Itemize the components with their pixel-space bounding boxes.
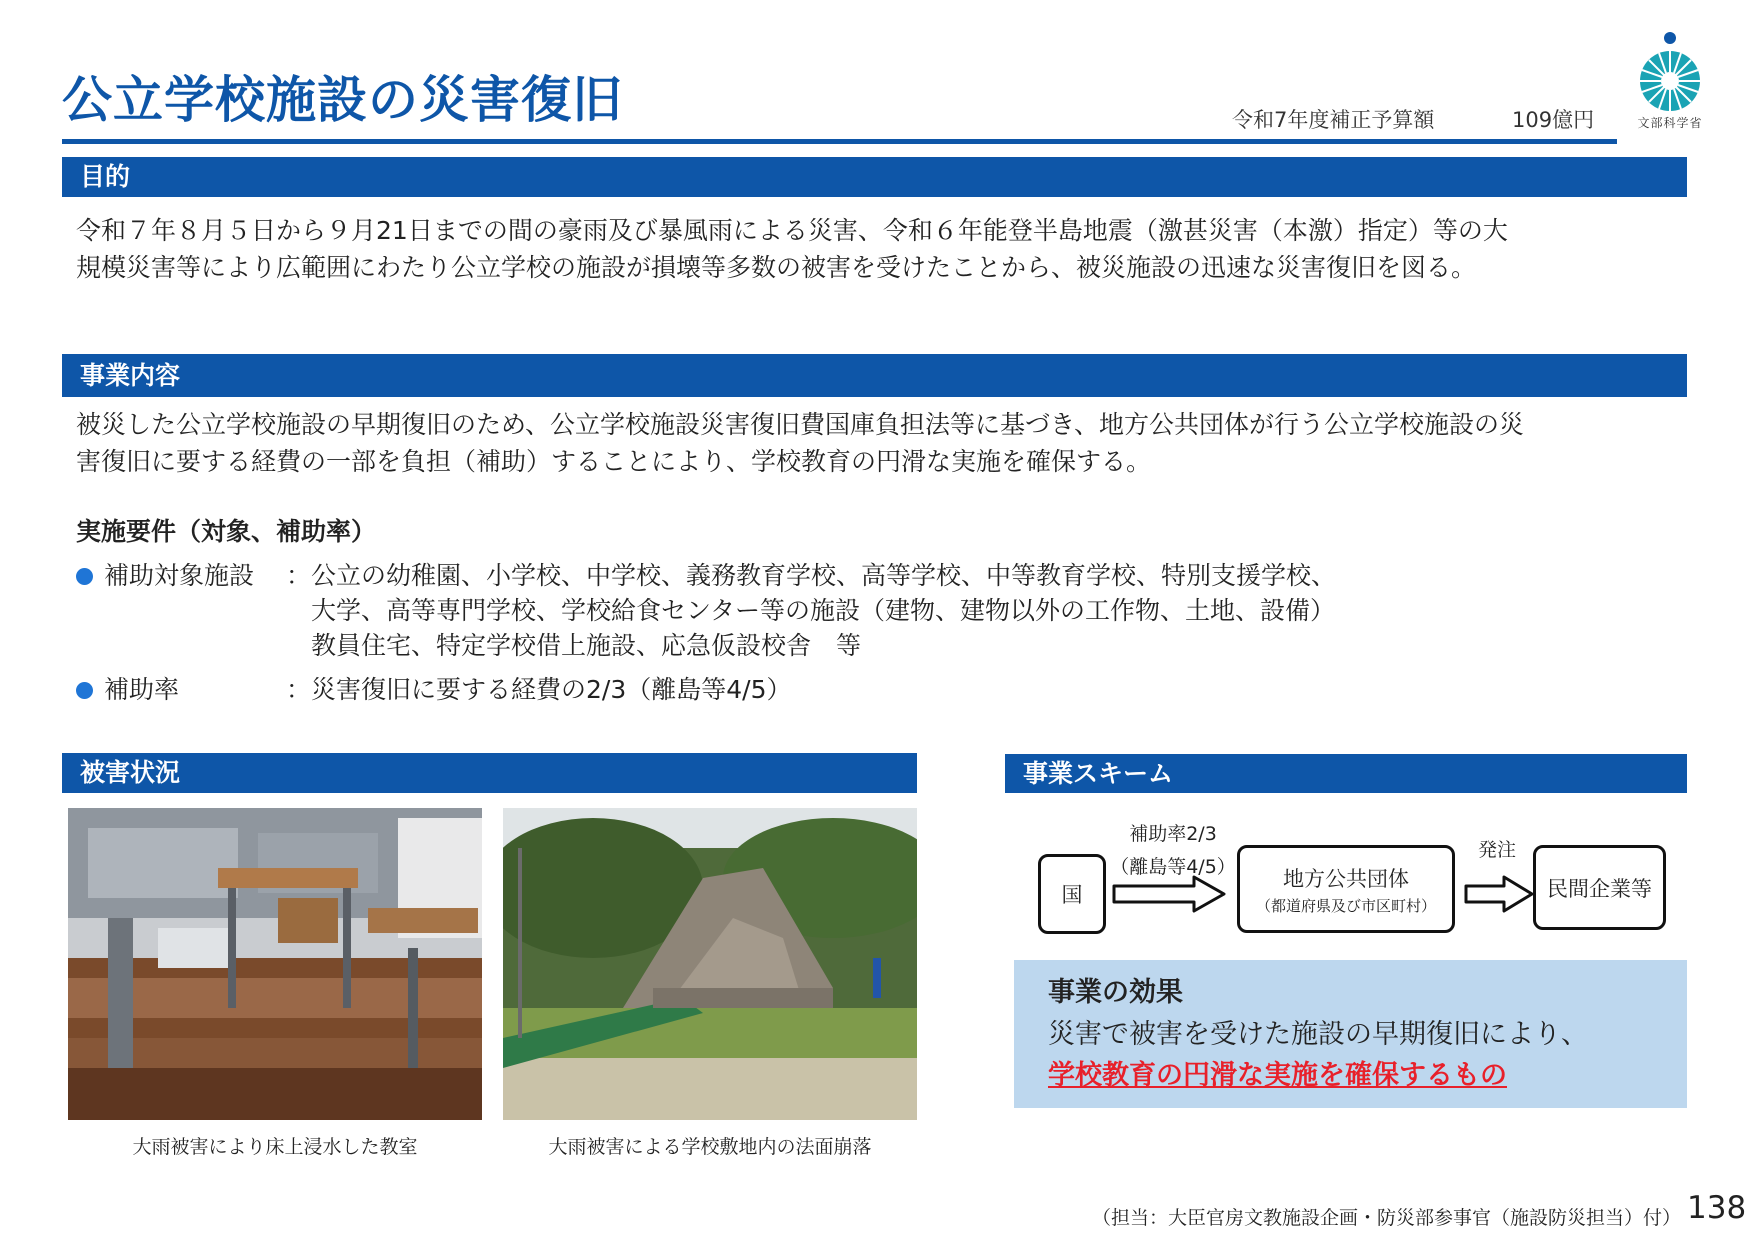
bullet-icon bbox=[76, 682, 93, 699]
page-number: 138 bbox=[1687, 1190, 1747, 1226]
effect-box bbox=[1014, 960, 1687, 1108]
scheme-heading: 事業スキーム bbox=[1005, 754, 1687, 793]
requirement-label: 補助率 bbox=[104, 675, 180, 704]
node-sublabel: （都道府県及び市区町村） bbox=[1255, 896, 1436, 915]
requirement-line: 災害復旧に要する経費の2/3（離島等4/5） bbox=[311, 675, 792, 704]
scheme-node-country bbox=[1038, 854, 1106, 934]
bullet-icon bbox=[76, 568, 93, 585]
node-label: 国 bbox=[1061, 883, 1083, 907]
scheme-node-private bbox=[1533, 845, 1666, 930]
purpose-line: 令和７年８月５日から９月21日までの間の豪雨及び暴風雨による災害、令和６年能登半島地震（激甚災害（本激）指定）等の大 bbox=[76, 216, 1508, 245]
purpose-heading: 目的 bbox=[62, 157, 1687, 197]
effect-title: 事業の効果 bbox=[1048, 977, 1183, 1008]
requirements-title: 実施要件（対象、補助率） bbox=[76, 517, 377, 546]
requirement-line: 教員住宅、特定学校借上施設、応急仮設校舎 等 bbox=[311, 631, 862, 660]
scheme-node-local-government bbox=[1237, 845, 1455, 933]
page-title: 公立学校施設の災害復旧 bbox=[62, 71, 623, 129]
requirement-values bbox=[311, 672, 791, 707]
title-underline bbox=[62, 139, 1617, 144]
effect-text: 災害で被害を受けた施設の早期復旧により、 bbox=[1048, 1019, 1588, 1050]
budget-label: 令和7年度補正予算額 bbox=[1232, 108, 1435, 132]
damage-heading: 被害状況 bbox=[62, 753, 917, 793]
business-line: 被災した公立学校施設の早期復旧のため、公立学校施設災害復旧費国庫負担法等に基づき、地方公共団体が行う公立学校施設の災 bbox=[76, 410, 1525, 439]
scheme-rate-sub: （離島等4/5） bbox=[1110, 856, 1236, 878]
budget-value: 109億円 bbox=[1512, 108, 1595, 132]
business-line: 害復旧に要する経費の一部を負担（補助）することにより、学校教育の円滑な実施を確保する。 bbox=[76, 447, 1152, 476]
mext-emblem-icon bbox=[1625, 28, 1715, 114]
photo-caption: 大雨被害による学校敷地内の法面崩落 bbox=[548, 1136, 872, 1158]
business-heading: 事業内容 bbox=[62, 354, 1687, 397]
requirement-line: 大学、高等専門学校、学校給食センター等の施設（建物、建物以外の工作物、土地、設備） bbox=[311, 596, 1336, 625]
node-label: 地方公共団体 bbox=[1283, 866, 1409, 891]
ministry-logo bbox=[1625, 28, 1715, 138]
requirement-separator: ： bbox=[286, 561, 312, 590]
requirement-label: 補助対象施設 bbox=[104, 561, 255, 590]
ministry-logo-text: 文部科学省 bbox=[1637, 116, 1703, 130]
flooded-classroom-photo bbox=[68, 808, 482, 1120]
purpose-text bbox=[76, 212, 1687, 286]
business-text bbox=[76, 406, 1687, 480]
slope-collapse-photo bbox=[503, 808, 917, 1120]
requirement-separator: ： bbox=[286, 675, 312, 704]
right-arrow-icon bbox=[1112, 875, 1227, 913]
node-label: 民間企業等 bbox=[1547, 876, 1652, 901]
purpose-line: 規模災害等により広範囲にわたり公立学校の施設が損壊等多数の被害を受けたことから、被災施設の迅速な災害復旧を図る。 bbox=[76, 253, 1477, 282]
contact-footnote: （担当：大臣官房文教施設企画・防災部参事官（施設防災担当）付） bbox=[1091, 1207, 1681, 1229]
right-arrow-icon bbox=[1464, 875, 1536, 913]
requirement-line: 公立の幼稚園、小学校、中学校、義務教育学校、高等学校、中等教育学校、特別支援学校、 bbox=[311, 561, 1337, 590]
photo-caption: 大雨被害により床上浸水した教室 bbox=[132, 1136, 418, 1158]
scheme-order-label: 発注 bbox=[1477, 839, 1516, 861]
effect-emphasis: 学校教育の円滑な実施を確保するもの bbox=[1048, 1060, 1507, 1091]
requirement-values bbox=[311, 558, 1336, 663]
scheme-rate-label: 補助率2/3 bbox=[1129, 823, 1217, 845]
